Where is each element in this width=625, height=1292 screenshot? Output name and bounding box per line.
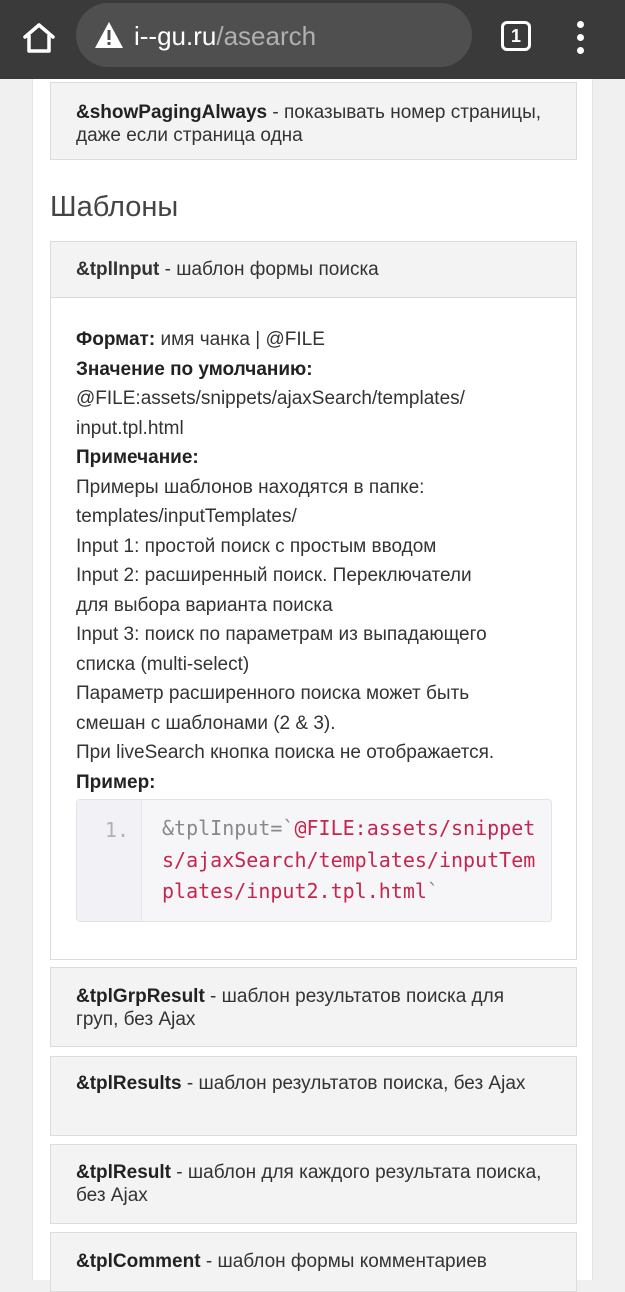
param-desc: - шаблон для каждого результата поиска, без Ajax [76,1162,542,1206]
code-block[interactable] [76,799,552,922]
note-label [76,443,551,473]
note-line: смешан с шаблонами (2 & 3). [76,712,336,734]
param-desc: - шаблон формы комментариев [200,1251,487,1272]
panel-body [51,298,576,922]
note-line: templates/inputTemplates/ [76,506,297,527]
format-line [76,325,551,355]
param-name: &tplResults [76,1073,182,1094]
home-icon[interactable] [18,18,60,58]
example-label-text: Пример: [76,771,156,793]
param-name: &tplInput [76,259,160,280]
param-desc: - шаблон результатов поиска для груп, без Ajax [76,986,505,1030]
url-path: /asearch [216,21,317,51]
example-label [76,768,551,798]
note-line: Input 2: расширенный поиск. Переключатели [76,565,472,586]
url-host: i--gu.ru [134,21,217,51]
section-title: Шаблоны [50,191,179,223]
note-line: для выбора варианта поиска [76,594,333,616]
format-label: Формат: [76,329,156,350]
param-tpl-result[interactable] [50,1144,577,1224]
param-show-paging-always [50,82,577,160]
line-number: 1. [77,800,142,921]
note-line: Примеры шаблонов находятся в папке: [76,476,425,498]
code-suffix: ` [426,879,439,903]
warning-icon[interactable] [94,21,124,49]
address-bar[interactable] [76,3,472,67]
code-line[interactable] [162,813,547,908]
code-prefix: &tplInput=` [162,816,295,840]
default-value-1: @FILE:assets/snippets/ajaxSearch/templates/ [76,388,465,409]
note-line: Параметр расширенного поиска может быть [76,683,470,704]
param-name: &showPagingAlways [76,102,268,123]
param-desc: - шаблон формы поиска [159,259,379,280]
note-line: списка (multi-select) [76,653,250,675]
param-desc: - шаблон результатов поиска, без Ajax [181,1073,526,1094]
format-value: имя чанка | @FILE [155,329,325,350]
code-string: @FILE:assets/snippets/ajaxSearch/templates/inputTemplates/input2.tpl.html [162,816,536,903]
default-value-2: input.tpl.html [76,417,184,439]
param-tpl-results[interactable] [50,1056,577,1136]
panel-header[interactable] [51,242,576,298]
param-tpl-input-panel [50,241,577,960]
note-line: При liveSearch кнопка поиска не отображается. [76,742,495,763]
param-tpl-comment[interactable] [50,1232,577,1292]
page-content [32,79,593,1280]
default-label-text: Значение по умолчанию: [76,358,313,380]
param-name: &tplComment [76,1251,201,1272]
note-label-text: Примечание: [76,447,199,468]
tab-switcher-button[interactable]: 1 [501,21,531,51]
default-label [76,355,551,385]
param-name: &tplGrpResult [76,986,205,1007]
note-line: Input 1: простой поиск с простым вводом [76,535,437,557]
param-tpl-grp-result[interactable] [50,967,577,1047]
param-name: &tplResult [76,1162,171,1183]
param-desc: - показывать номер страницы, даже если страница одна [76,102,542,146]
url-text[interactable] [134,20,316,52]
more-menu-icon[interactable] [571,18,589,58]
note-line: Input 3: поиск по параметрам из выпадающего [76,624,487,645]
browser-toolbar [0,0,625,79]
